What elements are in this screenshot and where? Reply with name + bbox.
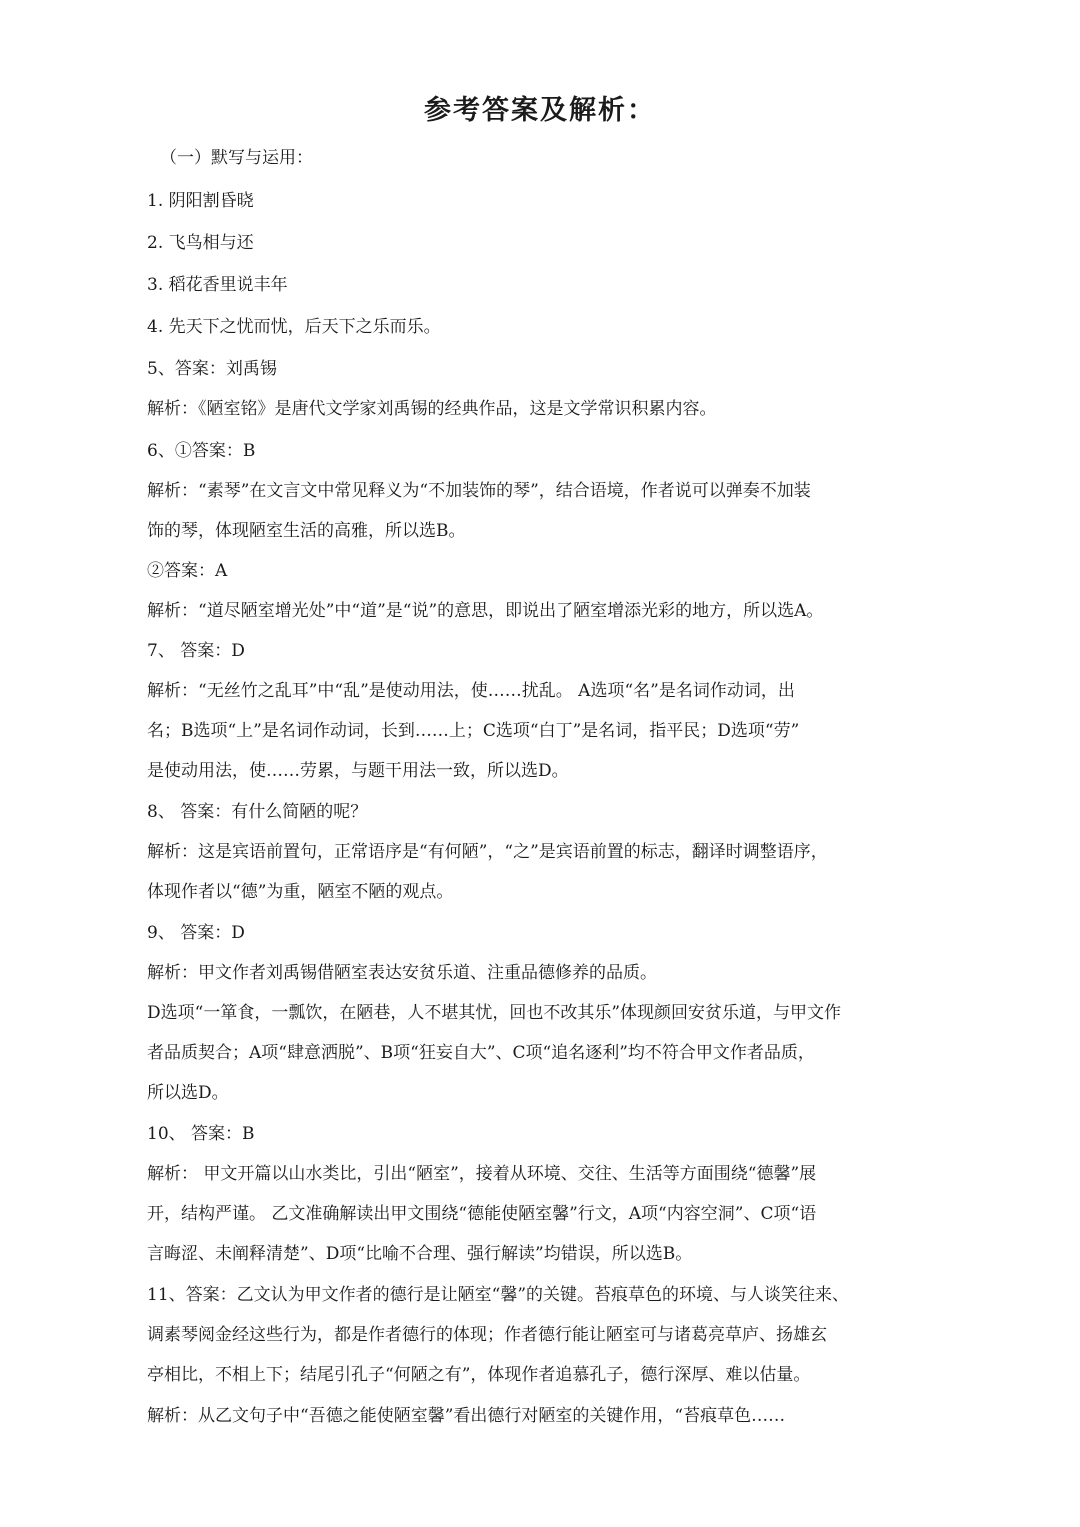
answer-line-1: 1. 阴阳割昏晓 xyxy=(147,191,254,211)
explanation-line: 开，结构严谨。 乙文准确解读出甲文围绕“德能使陋室馨”行文，A项“内容空洞”、C项“语 xyxy=(147,1204,817,1224)
answer-line-10: 10、 答案：B xyxy=(147,1124,255,1144)
explanation-line: 名；B选项“上”是名词作动词，长到……上；C选项“白丁”是名词，指平民；D选项“劳” xyxy=(147,721,800,741)
explanation-line: 者品质契合；A项“肆意洒脱”、B项“狂妄自大”、C项“追名逐利”均不符合甲文作者品质， xyxy=(147,1043,815,1063)
explanation-line: 解析：甲文作者刘禹锡借陋室表达安贫乐道、注重品德修养的品质。 xyxy=(147,963,657,983)
answer-line-11: 11、答案：乙文认为甲文作者的德行是让陋室“馨”的关键。苔痕草色的环境、与人谈笑往来、 xyxy=(147,1285,850,1305)
explanation-line: 所以选D。 xyxy=(147,1083,229,1103)
answer-line-8: 8、 答案：有什么简陋的呢？ xyxy=(147,802,368,822)
answer-continuation-line: 亭相比，不相上下；结尾引孔子“何陋之有”，体现作者追慕孔子，德行深厚、难以估量。 xyxy=(147,1365,811,1385)
section-heading: （一）默写与运用： xyxy=(160,148,313,168)
explanation-line: 体现作者以“德”为重，陋室不陋的观点。 xyxy=(147,882,454,902)
explanation-line: D选项“一箪食，一瓢饮，在陋巷，人不堪其忧，回也不改其乐”体现颜回安贫乐道，与甲文作 xyxy=(147,1003,842,1023)
answer-line-2: 2. 飞鸟相与还 xyxy=(147,233,254,253)
explanation-line: 解析：“道尽陋室增光处”中“道”是“说”的意思，即说出了陋室增添光彩的地方，所以选A。 xyxy=(147,601,824,621)
page-title: 参考答案及解析： xyxy=(424,95,656,126)
explanation-line: 言晦涩、未阐释清楚”、D项“比喻不合理、强行解读”均错误，所以选B。 xyxy=(147,1244,693,1264)
explanation-line: 是使动用法，使……劳累，与题干用法一致，所以选D。 xyxy=(147,761,569,781)
answer-line-5: 5、答案：刘禹锡 xyxy=(147,359,277,379)
explanation-line: 解析：这是宾语前置句，正常语序是“有何陋”，“之”是宾语前置的标志，翻译时调整语序， xyxy=(147,842,828,862)
explanation-line: 解析：《陋室铭》是唐代文学家刘禹锡的经典作品，这是文学常识积累内容。 xyxy=(147,399,717,419)
explanation-line: 解析：“无丝竹之乱耳”中“乱”是使动用法，使……扰乱。 A选项“名”是名词作动词，出 xyxy=(147,681,795,701)
answer-line-7: 7、 答案：D xyxy=(147,641,245,661)
answer-line-9: 9、 答案：D xyxy=(147,923,245,943)
explanation-line: 解析：从乙文句子中“吾德之能使陋室馨”看出德行对陋室的关键作用，“苔痕草色…… xyxy=(147,1406,786,1426)
answer-line-3: 3. 稻花香里说丰年 xyxy=(147,275,288,295)
answer-line-4: 4. 先天下之忧而忧，后天下之乐而乐。 xyxy=(147,317,441,337)
answer-continuation-line: 调素琴阅金经这些行为，都是作者德行的体现；作者德行能让陋室可与诸葛亮草庐、扬雄玄 xyxy=(147,1325,827,1345)
explanation-line: 解析： 甲文开篇以山水类比，引出“陋室”，接着从环境、交往、生活等方面围绕“德馨”展 xyxy=(147,1164,817,1184)
answer-line-6-2: ②答案：A xyxy=(147,561,228,581)
answer-line-6-1: 6、①答案：B xyxy=(147,441,256,461)
explanation-line: 饰的琴，体现陋室生活的高雅，所以选B。 xyxy=(147,521,466,541)
explanation-line: 解析：“素琴”在文言文中常见释义为“不加装饰的琴”，结合语境，作者说可以弹奏不加装 xyxy=(147,481,811,501)
